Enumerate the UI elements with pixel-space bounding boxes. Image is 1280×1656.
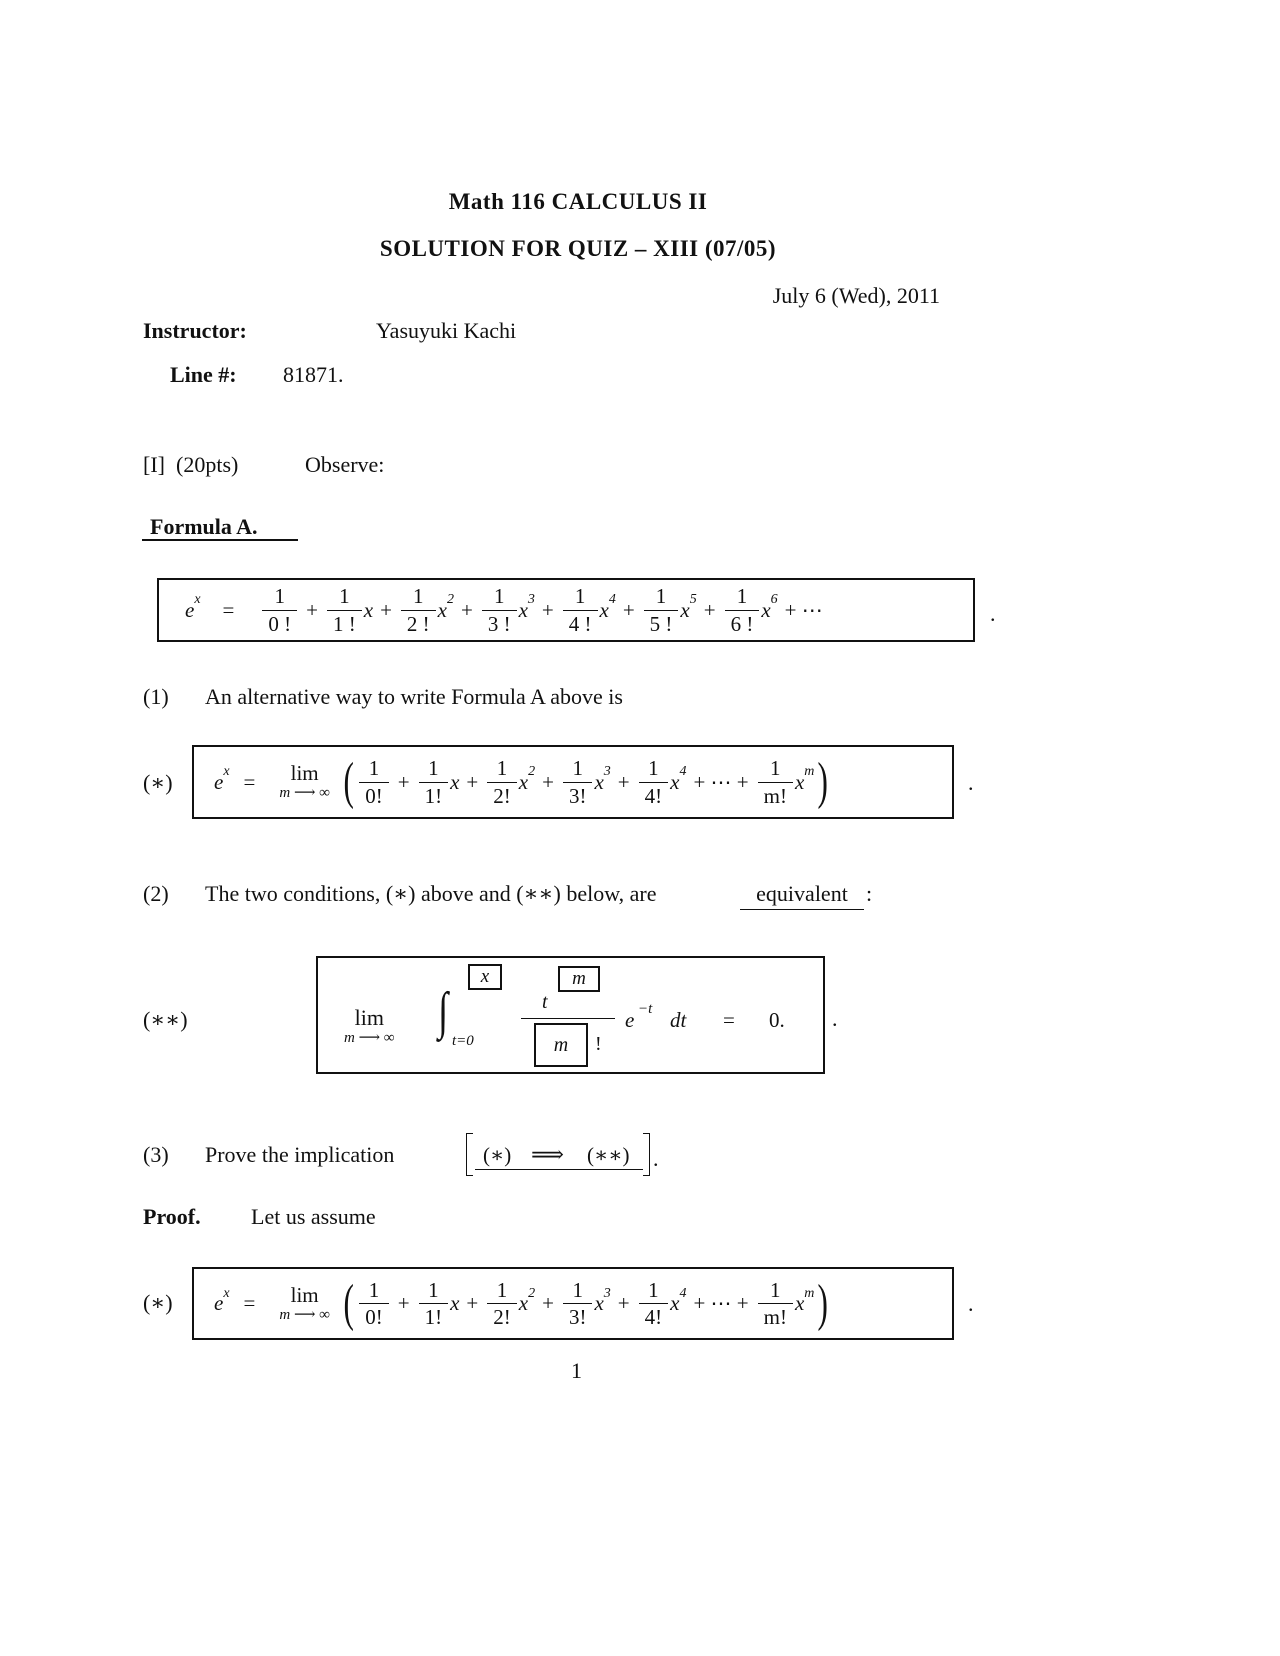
power: 3	[603, 764, 611, 779]
lhs-exponent: x	[223, 764, 230, 779]
denominator: 4 !	[563, 610, 598, 635]
variable: x	[680, 597, 690, 622]
denominator: 4!	[639, 1303, 669, 1328]
power: 2	[528, 764, 536, 779]
denominator-box[interactable]: m	[534, 1023, 588, 1067]
numerator: 1	[648, 1277, 659, 1302]
lim-subscript: m ⟶ ∞	[279, 1306, 330, 1323]
part1-text: An alternative way to write Formula A above is	[205, 684, 623, 709]
power: m	[804, 1285, 815, 1301]
period: .	[832, 1006, 838, 1031]
course-title: Math 116 CALCULUS II	[448, 189, 708, 214]
variable: x	[794, 1291, 805, 1315]
variable: x	[363, 597, 374, 622]
fraction-term	[401, 585, 436, 634]
denominator: 4!	[639, 782, 669, 807]
denominator: 3!	[563, 782, 593, 807]
lower-limit: t=0	[452, 1033, 474, 1049]
dots: + ⋯ +	[693, 1291, 749, 1315]
variable: x	[670, 1291, 680, 1315]
part2-answer: equivalent	[740, 883, 864, 910]
variable: x	[794, 769, 805, 794]
fraction-term	[639, 1279, 669, 1328]
plus-sign: +	[466, 769, 479, 794]
numerator: 1	[428, 1277, 439, 1302]
numerator-power-box[interactable]: m	[558, 966, 600, 992]
left-paren: (	[343, 753, 354, 810]
exp-base: e	[625, 1008, 635, 1032]
fraction-term	[725, 585, 760, 634]
denominator: 2 !	[401, 610, 436, 635]
fraction-bar	[521, 1018, 615, 1019]
lim-subscript: m ⟶ ∞	[279, 785, 330, 802]
power: 5	[689, 592, 697, 607]
numerator: 1	[655, 584, 667, 609]
denominator: 1!	[419, 782, 449, 807]
variable: x	[518, 769, 529, 794]
period: .	[968, 1291, 974, 1316]
equals-sign: =	[222, 597, 235, 622]
lhs-e: e	[214, 769, 224, 794]
power: 4	[679, 1285, 687, 1301]
numerator-base: t	[542, 991, 548, 1013]
power: 3	[527, 592, 535, 607]
power: 2	[528, 1285, 536, 1301]
denominator: 0!	[359, 782, 389, 807]
numerator: 1	[648, 756, 659, 781]
fraction-term	[563, 757, 593, 806]
denominator: 3 !	[482, 610, 517, 635]
variable: x	[450, 1291, 460, 1315]
numerator: 1	[574, 584, 586, 609]
numerator: 1	[274, 584, 286, 609]
equals-sign: =	[243, 1291, 256, 1315]
power: m	[804, 764, 815, 779]
fraction-term	[482, 585, 517, 634]
variable: x	[599, 597, 609, 622]
power: 4	[608, 592, 616, 607]
rhs-zero: 0.	[769, 1008, 785, 1032]
integral-sign: ∫	[438, 983, 449, 1040]
denominator: 2!	[487, 782, 517, 807]
line-number: 81871.	[283, 362, 344, 387]
right-paren: )	[817, 753, 829, 810]
plus-sign: +	[306, 597, 318, 622]
line-label: Line #:	[170, 362, 237, 387]
implication-left: (∗)	[483, 1143, 512, 1167]
plus-sign: +	[541, 597, 554, 622]
dt: dt	[670, 1008, 687, 1032]
fraction-term	[419, 1279, 449, 1328]
numerator: 1	[496, 756, 508, 781]
implication-bracket	[466, 1133, 650, 1176]
exp-power: −t	[638, 1001, 653, 1017]
period: .	[653, 1146, 659, 1171]
limit-operator	[279, 1284, 330, 1324]
formula-heading: Formula A.	[150, 514, 258, 539]
instructor-label: Instructor:	[143, 318, 247, 343]
power: 2	[446, 592, 454, 607]
part2-colon: :	[866, 881, 873, 906]
plus-sign: +	[542, 1291, 554, 1315]
denominator: m!	[758, 782, 793, 807]
numerator: 1	[493, 584, 505, 609]
denominator: 2!	[487, 1303, 517, 1328]
problem-points: (20pts)	[176, 452, 239, 477]
equals-sign: =	[723, 1008, 735, 1032]
lhs-exponent: x	[194, 592, 201, 607]
numerator: 1	[496, 1277, 508, 1302]
formula-a	[185, 585, 830, 634]
plus-sign: +	[466, 1291, 479, 1315]
proof-label: Proof.	[143, 1204, 201, 1229]
numerator: 1	[428, 756, 439, 781]
lhs-e: e	[185, 597, 195, 622]
plus-sign: +	[617, 769, 630, 794]
denominator: 5 !	[644, 610, 679, 635]
plus-sign: +	[703, 597, 716, 622]
bracket-corner	[467, 1133, 473, 1134]
page-number: 1	[571, 1358, 582, 1383]
lim-label: lim	[290, 1282, 319, 1307]
lhs-e: e	[214, 1291, 224, 1315]
implication-underline	[475, 1169, 643, 1170]
numerator: 1	[368, 756, 380, 781]
assumption-formula	[214, 1274, 832, 1332]
variable: x	[518, 597, 528, 622]
period: .	[968, 770, 974, 795]
numerator: 1	[736, 584, 748, 609]
denominator: 0!	[359, 1303, 389, 1328]
proof-text: Let us assume	[251, 1204, 376, 1229]
variable: x	[437, 597, 447, 622]
integral-formula-box	[316, 956, 825, 1074]
variable: x	[594, 1291, 604, 1315]
limit-operator	[344, 1006, 395, 1047]
denominator: 6 !	[725, 610, 760, 635]
power: 4	[679, 764, 687, 779]
star-tag: (∗)	[143, 1290, 173, 1315]
denominator: 1!	[419, 1303, 449, 1328]
fraction-term	[359, 1279, 389, 1328]
period: .	[990, 601, 996, 626]
formula-a-box	[157, 578, 975, 642]
dots: + ⋯ +	[693, 769, 749, 794]
numerator: 1	[413, 584, 424, 609]
bracket-corner	[467, 1175, 473, 1176]
equals-sign: =	[243, 769, 256, 794]
plus-sign: +	[622, 597, 635, 622]
numerator: 1	[339, 584, 350, 609]
lim-label: lim	[290, 761, 319, 786]
plus-sign: +	[397, 1291, 410, 1315]
fraction-term	[563, 1279, 593, 1328]
variable: x	[670, 769, 680, 794]
part3-text: Prove the implication	[205, 1142, 395, 1167]
variable: x	[450, 769, 460, 794]
numerator: 1	[572, 756, 583, 781]
denominator: m!	[758, 1303, 793, 1328]
bracket-corner	[643, 1133, 649, 1134]
limit-formula	[214, 753, 832, 810]
lhs-exponent: x	[223, 1285, 230, 1301]
fraction-term	[563, 585, 598, 634]
star-tag: (∗)	[143, 770, 173, 795]
numerator: 1	[368, 1277, 380, 1302]
fraction-term	[487, 757, 517, 806]
variable: x	[761, 597, 771, 622]
fraction-term	[327, 585, 362, 634]
numerator: 1	[770, 756, 781, 781]
last-term	[758, 757, 793, 806]
implication-right: (∗∗)	[587, 1143, 630, 1167]
power: 3	[603, 1285, 611, 1301]
plus-sign: +	[460, 597, 473, 622]
limit-formula-box	[192, 745, 954, 819]
part3-label: (3)	[143, 1142, 169, 1167]
variable: x	[594, 769, 604, 794]
left-paren: (	[343, 1274, 354, 1332]
last-term	[758, 1279, 793, 1328]
fraction-term	[487, 1279, 517, 1328]
variable: x	[518, 1291, 529, 1315]
part1-label: (1)	[143, 684, 169, 709]
date: July 6 (Wed), 2011	[772, 283, 940, 308]
numerator: 1	[572, 1277, 583, 1302]
limit-operator	[279, 762, 330, 802]
part2-label: (2)	[143, 881, 169, 906]
fraction-term	[644, 585, 679, 634]
fraction-term	[359, 757, 389, 806]
lim-label: lim	[354, 1005, 384, 1030]
power: 6	[770, 592, 778, 607]
plus-sign: +	[397, 769, 410, 794]
factorial-sign: !	[595, 1033, 602, 1055]
document-title: SOLUTION FOR QUIZ – XIII (07/05)	[379, 236, 777, 261]
instructor-name: Yasuyuki Kachi	[376, 318, 517, 343]
right-paren: )	[817, 1274, 829, 1332]
denominator: 1 !	[327, 610, 362, 635]
plus-sign: +	[542, 769, 554, 794]
bracket-corner	[643, 1175, 649, 1176]
problem-intro: Observe:	[305, 452, 385, 477]
numerator: 1	[770, 1277, 781, 1302]
implies-arrow: ⟹	[531, 1142, 564, 1167]
plus-sign: +	[380, 597, 392, 622]
part2-text: The two conditions, (∗) above and (∗∗) below, are	[205, 881, 657, 906]
denominator: 3!	[563, 1303, 593, 1328]
problem-number: [I]	[143, 452, 165, 477]
fraction-term	[639, 757, 669, 806]
assumption-formula-box	[192, 1267, 954, 1340]
double-star-tag: (∗∗)	[143, 1007, 188, 1032]
fraction-term	[419, 757, 449, 806]
denominator: 0 !	[262, 610, 297, 635]
fraction-term	[262, 585, 297, 634]
heading-underline	[142, 539, 298, 541]
lim-subscript: m ⟶ ∞	[344, 1030, 395, 1047]
series-terms	[260, 585, 777, 634]
upper-limit-box[interactable]: x	[468, 964, 502, 990]
series-tail: + ⋯	[784, 597, 823, 622]
plus-sign: +	[617, 1291, 630, 1315]
